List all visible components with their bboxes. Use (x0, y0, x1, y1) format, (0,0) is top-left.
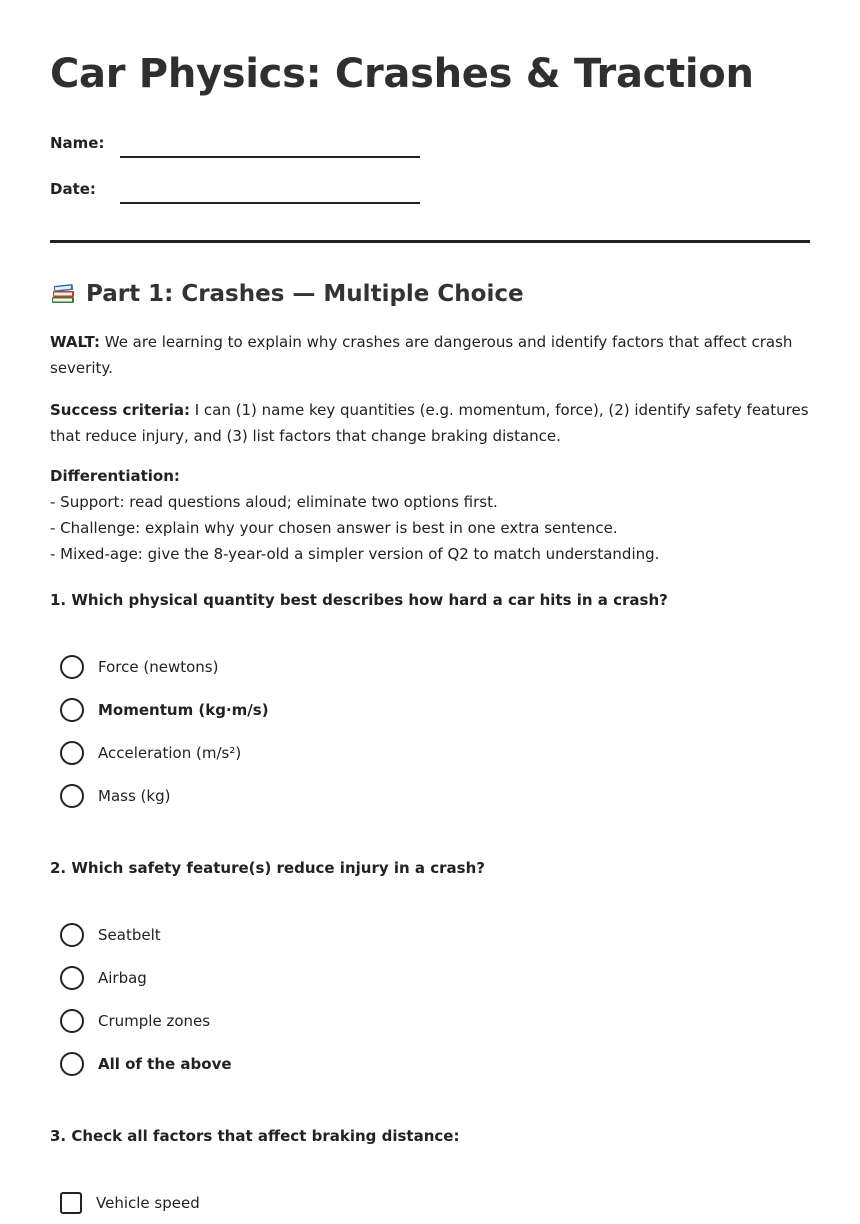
answer-option[interactable] (50, 913, 810, 956)
option-label: Vehicle speed (96, 1193, 200, 1212)
name-field[interactable] (120, 134, 420, 158)
question-1-options (50, 645, 810, 817)
answer-option[interactable] (50, 688, 810, 731)
answer-option[interactable] (50, 1181, 810, 1224)
answer-option[interactable] (50, 731, 810, 774)
radio-button[interactable] (60, 741, 84, 765)
answer-option[interactable] (50, 774, 810, 817)
radio-button[interactable] (60, 698, 84, 722)
differentiation-item: - Support: read questions aloud; eliminate two options first. (50, 493, 498, 511)
option-label: Acceleration (m/s²) (98, 743, 242, 762)
date-label: Date: (50, 180, 96, 198)
success-label: Success criteria: (50, 401, 190, 419)
question-1: 1. Which physical quantity best describes how hard a car hits in a crash? (50, 591, 668, 609)
walt-label: WALT: (50, 333, 100, 351)
option-label: Mass (kg) (98, 786, 171, 805)
answer-option[interactable] (50, 645, 810, 688)
question-2-options (50, 913, 810, 1085)
option-label: Airbag (98, 968, 147, 987)
page-title: Car Physics: Crashes & Traction (50, 51, 754, 97)
walt-statement (50, 329, 810, 381)
radio-button[interactable] (60, 966, 84, 990)
radio-button[interactable] (60, 1052, 84, 1076)
option-label: Momentum (kg·m/s) (98, 700, 269, 719)
answer-option[interactable] (50, 956, 810, 999)
success-text: I can (1) name key quantities (e.g. momentum, force), (2) identify safety features that reduce injury, and (3) list factors that change braking distance. (50, 401, 809, 445)
walt-text: We are learning to explain why crashes are dangerous and identify factors that affect crash severity. (50, 333, 793, 377)
question-3-options (50, 1181, 810, 1224)
answer-option[interactable] (50, 999, 810, 1042)
date-field-row (50, 158, 810, 204)
radio-button[interactable] (60, 1009, 84, 1033)
books-icon (50, 282, 76, 306)
answer-option[interactable] (50, 1042, 810, 1085)
differentiation (50, 463, 810, 567)
success-criteria (50, 397, 810, 449)
option-label: All of the above (98, 1054, 232, 1073)
differentiation-item: - Mixed-age: give the 8-year-old a simpler version of Q2 to match understanding. (50, 545, 660, 563)
option-label: Force (newtons) (98, 657, 219, 676)
section-heading (50, 279, 810, 309)
option-label: Seatbelt (98, 925, 161, 944)
differentiation-item: - Challenge: explain why your chosen answer is best in one extra sentence. (50, 519, 618, 537)
divider (50, 240, 810, 243)
section-heading-text: Part 1: Crashes — Multiple Choice (86, 281, 524, 307)
radio-button[interactable] (60, 784, 84, 808)
differentiation-label: Differentiation: (50, 467, 180, 485)
name-field-row (50, 112, 810, 158)
date-field[interactable] (120, 180, 420, 204)
checkbox[interactable] (60, 1192, 82, 1214)
name-label: Name: (50, 134, 105, 152)
radio-button[interactable] (60, 923, 84, 947)
question-3: 3. Check all factors that affect braking distance: (50, 1127, 460, 1145)
question-2: 2. Which safety feature(s) reduce injury in a crash? (50, 859, 485, 877)
option-label: Crumple zones (98, 1011, 211, 1030)
radio-button[interactable] (60, 655, 84, 679)
